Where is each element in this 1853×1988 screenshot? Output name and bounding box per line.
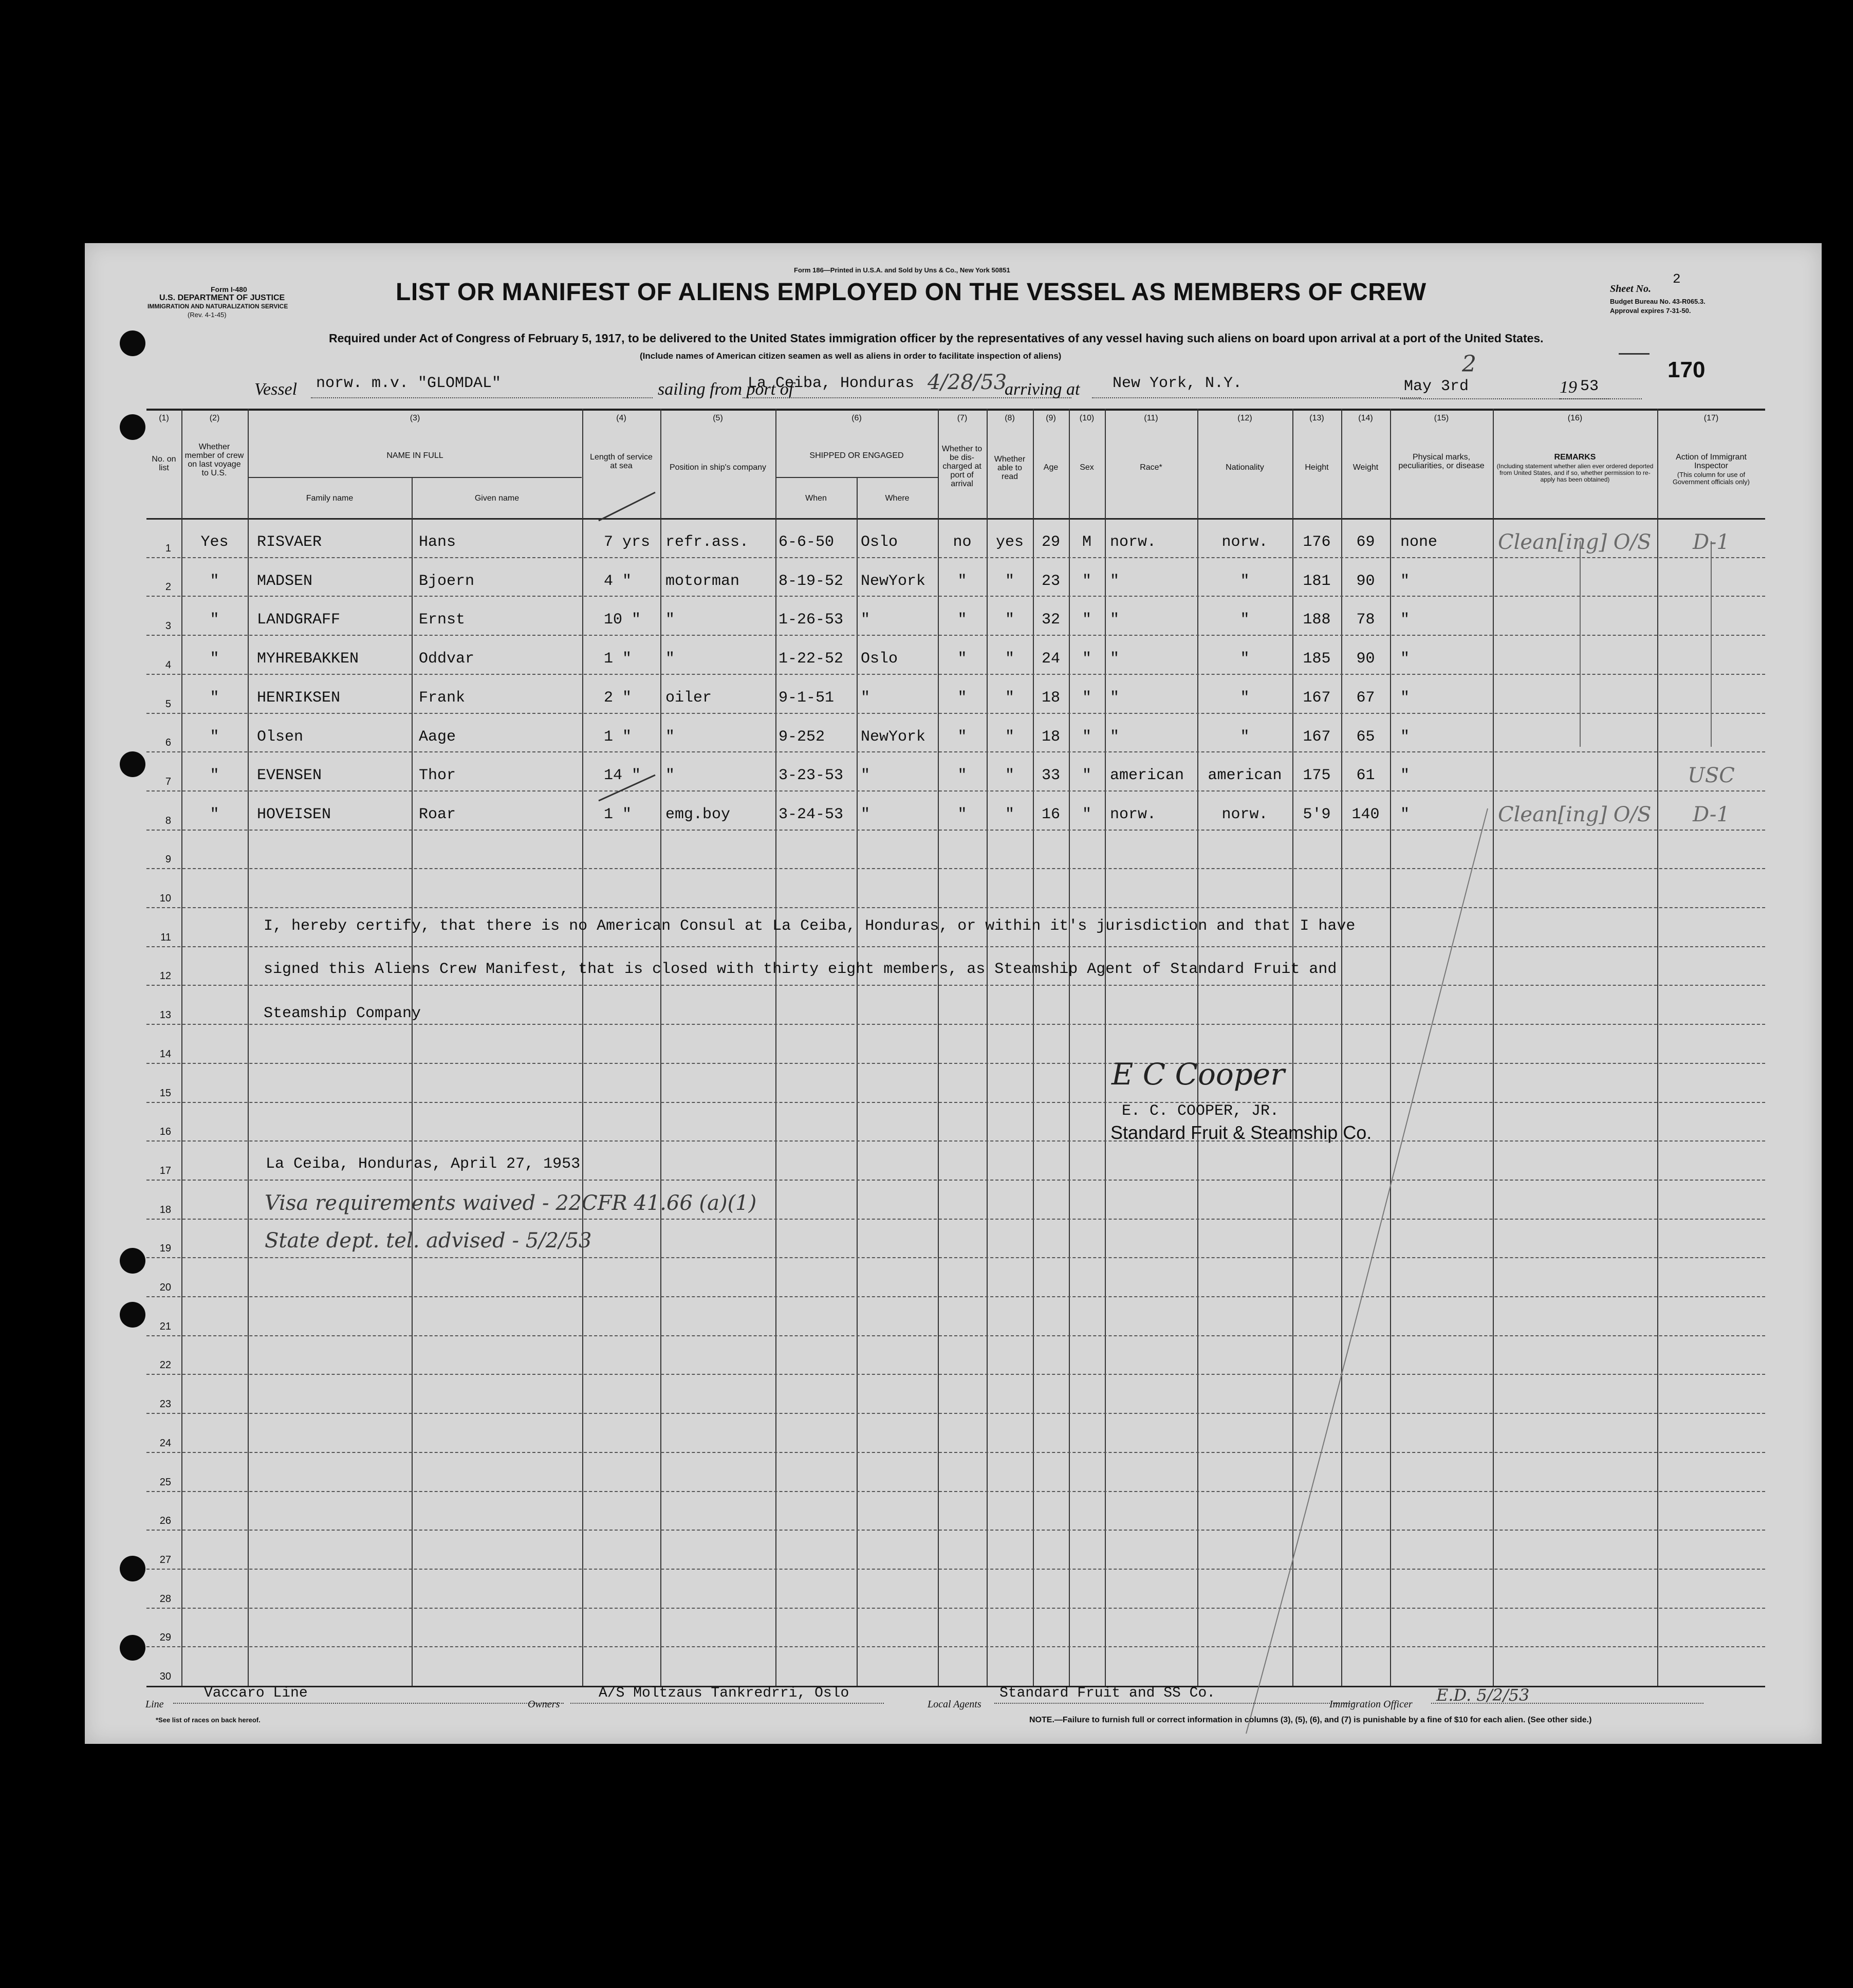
when-cell: 9-1-51 [779, 689, 835, 707]
height-cell: 181 [1303, 572, 1331, 590]
where-cell: " [861, 805, 870, 823]
family-name-cell: LANDGRAFF [257, 611, 341, 629]
row-number: 24 [159, 1437, 171, 1449]
weight-cell: 61 [1356, 767, 1375, 785]
row-number: 4 [165, 659, 171, 671]
age-cell: 32 [1041, 611, 1060, 629]
when-cell: 9-252 [779, 728, 825, 746]
age-cell: 18 [1041, 689, 1060, 707]
race-cell: " [1110, 728, 1120, 746]
read-cell: " [1005, 767, 1014, 785]
col-num: (13) [1309, 414, 1324, 422]
include-note: (Include names of American citizen seamen as well as aliens in order to facilitate inspection of aliens) [640, 351, 1062, 361]
position-cell: oiler [665, 689, 712, 707]
department: U.S. DEPARTMENT OF JUSTICE [159, 293, 285, 302]
header-discharged: Whether to be dis-charged at port of arrival [941, 445, 983, 488]
family-name-cell: HENRIKSEN [257, 689, 341, 707]
length-cell: 4 " [604, 572, 632, 590]
port-date-handwritten: 4/28/53 [928, 371, 1007, 394]
place-and-date: La Ceiba, Honduras, April 27, 1953 [266, 1155, 581, 1173]
sex-cell: " [1082, 728, 1091, 746]
remarks-cell: Clean[ing] O/S [1498, 530, 1652, 554]
when-cell: 3-23-53 [779, 767, 844, 785]
read-cell: yes [995, 533, 1024, 551]
row-number: 30 [159, 1671, 171, 1682]
height-cell: 167 [1303, 728, 1331, 746]
nationality-cell: " [1240, 728, 1250, 746]
header-name-in-full: NAME IN FULL [386, 451, 443, 460]
nationality-cell: norw. [1221, 533, 1268, 551]
col-num: (2) [209, 414, 220, 422]
header-physical-marks: Physical marks, peculiarities, or disease [1398, 453, 1485, 470]
col-num: (12) [1237, 414, 1252, 422]
member-cell: " [210, 611, 219, 629]
family-name-cell: HOVEISEN [257, 805, 331, 823]
position-cell: " [665, 611, 675, 629]
height-cell: 175 [1303, 767, 1331, 785]
physical-cell: " [1400, 805, 1410, 823]
physical-cell: " [1400, 728, 1410, 746]
discharged-cell: " [957, 611, 967, 629]
position-cell: motorman [665, 572, 740, 590]
header-when: When [805, 494, 827, 503]
year: 53 [1580, 378, 1599, 395]
height-cell: 5'9 [1303, 805, 1331, 823]
header-remarks-sub: (Including statement whether alien ever ordered deported from United States, and if so, whether permission to re-apply has been obtained) [1496, 463, 1654, 483]
row-number: 20 [159, 1282, 171, 1293]
action-cell: D-1 [1693, 530, 1730, 554]
where-cell: " [861, 767, 870, 785]
where-cell: " [861, 689, 870, 707]
row-number: 26 [159, 1515, 171, 1527]
row-number: 12 [159, 970, 171, 982]
length-cell: 14 " [604, 767, 641, 785]
header-nationality: Nationality [1226, 463, 1264, 472]
sex-cell: " [1082, 611, 1091, 629]
weight-cell: 140 [1351, 805, 1380, 823]
header-member: Whether member of crew on last voyage to U.S. [184, 443, 244, 477]
officer-underline [1431, 1703, 1703, 1704]
member-cell: " [210, 650, 219, 668]
owners-underline [570, 1703, 884, 1704]
position-cell: " [665, 650, 675, 668]
row-number: 21 [159, 1320, 171, 1332]
owners-value: A/S Moltzaus Tankredrri, Oslo [599, 1685, 849, 1701]
given-name-cell: Aage [419, 728, 456, 746]
penalty-note: NOTE.—Failure to furnish full or correct information in columns (3), (5), (6), and (7) is punishable by a fine of $10 for each alien. (See other side.) [1029, 1716, 1592, 1724]
when-cell: 1-22-52 [779, 650, 844, 668]
races-note: *See list of races on back hereof. [156, 1716, 261, 1724]
height-cell: 176 [1303, 533, 1331, 551]
length-cell: 1 " [604, 805, 632, 823]
header-where: Where [885, 494, 910, 503]
given-name-cell: Ernst [419, 611, 466, 629]
row-number: 10 [159, 893, 171, 904]
officer-label: Immigration Officer [1329, 1699, 1413, 1710]
weight-cell: 67 [1356, 689, 1375, 707]
action-cell: USC [1688, 764, 1735, 788]
given-name-cell: Thor [419, 767, 456, 785]
row-number: 23 [159, 1398, 171, 1410]
agent-name: E. C. COOPER, JR. [1122, 1102, 1280, 1120]
col-num: (10) [1079, 414, 1095, 422]
nationality-cell: " [1240, 689, 1250, 707]
where-cell: " [861, 611, 870, 629]
officer-signature: E.D. 5/2/53 [1436, 1685, 1530, 1705]
col-num: (6) [851, 414, 862, 422]
row-number: 5 [165, 698, 171, 710]
row-number: 15 [159, 1087, 171, 1099]
pencil-marks-layer [85, 243, 1822, 1744]
row-number: 28 [159, 1593, 171, 1605]
header-height: Height [1305, 463, 1329, 472]
sex-cell: " [1082, 572, 1091, 590]
read-cell: " [1005, 650, 1014, 668]
physical-cell: " [1400, 767, 1410, 785]
header-able-to-read: Whether able to read [994, 455, 1026, 481]
when-cell: 3-24-53 [779, 805, 844, 823]
discharged-cell: " [957, 728, 967, 746]
race-cell: " [1110, 611, 1120, 629]
printer-line: Form 186—Printed in U.S.A. and Sold by Uns & Co., New York 50851 [794, 266, 1010, 274]
header-action-sub: (This column for use of Government officials only) [1672, 471, 1750, 486]
header-shipped-engaged: SHIPPED OR ENGAGED [809, 451, 904, 460]
read-cell: " [1005, 728, 1014, 746]
discharged-cell: " [957, 805, 967, 823]
weight-cell: 90 [1356, 572, 1375, 590]
sailing-label: sailing from port of [658, 380, 794, 399]
col-num: (3) [410, 414, 420, 422]
action-cell: D-1 [1693, 802, 1730, 826]
row-number: 6 [165, 737, 171, 749]
position-cell: emg.boy [665, 805, 731, 823]
height-cell: 167 [1303, 689, 1331, 707]
arrival-date: May 3rd [1404, 378, 1469, 395]
check-stroke [599, 775, 655, 801]
age-cell: 16 [1041, 805, 1060, 823]
where-cell: NewYork [861, 728, 926, 746]
port-of-departure: La Ceiba, Honduras [748, 375, 915, 392]
col-num: (15) [1434, 414, 1449, 422]
col-num: (16) [1567, 414, 1583, 422]
agents-label: Local Agents [928, 1699, 981, 1710]
row-number: 29 [159, 1632, 171, 1644]
age-cell: 29 [1041, 533, 1060, 551]
physical-cell: " [1400, 572, 1410, 590]
agent-signature: E C Cooper [1111, 1057, 1285, 1092]
age-cell: 18 [1041, 728, 1060, 746]
length-cell: 10 " [604, 611, 641, 629]
family-name-cell: Olsen [257, 728, 304, 746]
col-num: (14) [1358, 414, 1373, 422]
family-name-cell: MADSEN [257, 572, 313, 590]
row-number: 11 [160, 931, 171, 943]
weight-cell: 65 [1356, 728, 1375, 746]
discharged-cell: " [957, 650, 967, 668]
col-num: (11) [1144, 414, 1158, 422]
length-cell: 1 " [604, 650, 632, 668]
row-number: 7 [165, 776, 171, 787]
nationality-cell: " [1240, 572, 1250, 590]
nationality-cell: " [1240, 650, 1250, 668]
when-cell: 1-26-53 [779, 611, 844, 629]
row-number: 14 [159, 1048, 171, 1060]
header-age: Age [1043, 463, 1059, 472]
discharged-cell: " [957, 767, 967, 785]
read-cell: " [1005, 805, 1014, 823]
age-cell: 23 [1041, 572, 1060, 590]
read-cell: " [1005, 689, 1014, 707]
member-cell: " [210, 572, 219, 590]
row-number: 9 [165, 854, 171, 866]
header-remarks: REMARKS [1554, 453, 1596, 462]
given-name-cell: Frank [419, 689, 466, 707]
stamp-number: 170 [1667, 357, 1706, 382]
approval-expires: Approval expires 7-31-50. [1610, 307, 1691, 315]
handwritten-state-dept: State dept. tel. advised - 5/2/53 [265, 1229, 592, 1253]
col-num: (4) [616, 414, 626, 422]
budget-number: Budget Bureau No. 43-R065.3. [1610, 298, 1706, 305]
row-number: 22 [159, 1359, 171, 1371]
read-cell: " [1005, 572, 1014, 590]
physical-cell: " [1400, 611, 1410, 629]
col-num: (1) [159, 414, 169, 422]
row-number: 8 [165, 815, 171, 826]
owners-label: Owners [528, 1699, 560, 1710]
given-name-cell: Bjoern [419, 572, 475, 590]
header-family-name: Family name [306, 494, 354, 503]
race-cell: " [1110, 572, 1120, 590]
row-number: 13 [159, 1009, 171, 1021]
given-name-cell: Roar [419, 805, 456, 823]
weight-cell: 90 [1356, 650, 1375, 668]
arriving-label: arriving at [1005, 380, 1080, 399]
member-cell: " [210, 805, 219, 823]
agent-company: Standard Fruit & Steamship Co. [1110, 1122, 1372, 1143]
header-no-on-list: No. on list [152, 455, 176, 472]
row-number: 2 [165, 581, 171, 593]
sex-cell: M [1082, 533, 1091, 551]
family-name-cell: EVENSEN [257, 767, 322, 785]
revision: (Rev. 4-1-45) [188, 311, 227, 319]
length-cell: 2 " [604, 689, 632, 707]
physical-cell: none [1400, 533, 1438, 551]
col-num: (7) [957, 414, 968, 422]
row-number: 1 [165, 542, 171, 554]
position-cell: " [665, 728, 675, 746]
line-label: Line [145, 1699, 164, 1710]
header-race: Race* [1140, 463, 1162, 472]
line-underline [173, 1703, 564, 1704]
header-given-name: Given name [474, 494, 520, 503]
family-name-cell: RISVAER [257, 533, 322, 551]
sex-cell: " [1082, 689, 1091, 707]
check-stroke [599, 492, 655, 521]
position-cell: " [665, 767, 675, 785]
given-name-cell: Oddvar [419, 650, 475, 668]
sheet-number: 2 [1673, 271, 1681, 287]
race-cell: " [1110, 650, 1120, 668]
row-number: 3 [165, 620, 171, 632]
sheet-label: Sheet No. [1610, 283, 1651, 294]
length-cell: 1 " [604, 728, 632, 746]
height-cell: 188 [1303, 611, 1331, 629]
row-number: 17 [159, 1165, 171, 1176]
vessel-name: norw. m.v. "GLOMDAL" [316, 375, 502, 392]
nationality-cell: norw. [1221, 805, 1268, 823]
pencil-diagonal-line [1246, 805, 1488, 1734]
member-cell: " [210, 728, 219, 746]
service: IMMIGRATION AND NATURALIZATION SERVICE [147, 303, 288, 310]
form-number: Form I-480 [211, 285, 247, 293]
member-cell: " [210, 689, 219, 707]
height-cell: 185 [1303, 650, 1331, 668]
row-number: 19 [159, 1243, 171, 1255]
where-cell: Oslo [861, 650, 898, 668]
agents-underline [994, 1703, 1354, 1704]
weight-cell: 69 [1356, 533, 1375, 551]
when-cell: 6-6-50 [779, 533, 835, 551]
sex-cell: " [1082, 805, 1091, 823]
header-sex: Sex [1080, 463, 1094, 472]
vessel-label: Vessel [254, 380, 298, 399]
race-cell: " [1110, 689, 1120, 707]
row-number: 18 [159, 1204, 171, 1216]
family-name-cell: MYHREBAKKEN [257, 650, 359, 668]
row-number: 16 [159, 1126, 171, 1138]
nationality-cell: american [1208, 767, 1282, 785]
weight-cell: 78 [1356, 611, 1375, 629]
member-cell: " [210, 767, 219, 785]
handwritten-visa-waiver: Visa requirements waived - 22CFR 41.66 (a)(1) [265, 1191, 757, 1215]
arrival-port: New York, N.Y. [1113, 375, 1243, 392]
col-num: (5) [713, 414, 723, 422]
row-number: 27 [159, 1554, 171, 1566]
when-cell: 8-19-52 [779, 572, 844, 590]
physical-cell: " [1400, 689, 1410, 707]
certification-line-1: I, hereby certify, that there is no American Consul at La Ceiba, Honduras, or within it's jurisdiction and that I have [264, 917, 1356, 935]
year-prefix: 19 [1560, 378, 1577, 397]
requirement-text: Required under Act of Congress of February 5, 1917, to be delivered to the United States immigration officer by the representatives of any vessel having such aliens on board upon arrival at a port of the United States. [329, 332, 1544, 345]
col-num: (9) [1046, 414, 1056, 422]
where-cell: NewYork [861, 572, 926, 590]
header-weight: Weight [1352, 463, 1379, 472]
where-cell: Oslo [861, 533, 898, 551]
remarks-cell: Clean[ing] O/S [1498, 802, 1652, 826]
sex-cell: " [1082, 767, 1091, 785]
race-cell: norw. [1110, 533, 1157, 551]
position-cell: refr.ass. [665, 533, 749, 551]
given-name-cell: Hans [419, 533, 456, 551]
form-title: LIST OR MANIFEST OF ALIENS EMPLOYED ON THE VESSEL AS MEMBERS OF CREW [396, 279, 1426, 306]
certification-line-2: signed this Aliens Crew Manifest, that is closed with thirty eight members, as Steamship Agent of Standard Fruit and [264, 961, 1337, 978]
sex-cell: " [1082, 650, 1091, 668]
certification-line-3: Steamship Company [264, 1005, 421, 1022]
nationality-cell: " [1240, 611, 1250, 629]
race-cell: norw. [1110, 805, 1157, 823]
member-cell: Yes [200, 533, 229, 551]
row-number: 25 [159, 1476, 171, 1488]
col-num: (17) [1703, 414, 1719, 422]
age-cell: 33 [1041, 767, 1060, 785]
discharged-cell: " [957, 572, 967, 590]
arrival-date-handwritten: 2 [1462, 351, 1476, 377]
read-cell: " [1005, 611, 1014, 629]
discharged-cell: no [953, 533, 972, 551]
header-length-service: Length of service at sea [590, 453, 653, 470]
agents-value: Standard Fruit and SS Co. [999, 1685, 1216, 1701]
line-value: Vaccaro Line [204, 1685, 308, 1701]
col-num: (8) [1005, 414, 1015, 422]
race-cell: american [1110, 767, 1184, 785]
length-cell: 7 yrs [604, 533, 651, 551]
age-cell: 24 [1041, 650, 1060, 668]
discharged-cell: " [957, 689, 967, 707]
manifest-paper [85, 243, 1822, 1744]
header-action: Action of Immigrant Inspector [1676, 453, 1747, 470]
header-position: Position in ship's company [669, 463, 767, 472]
physical-cell: " [1400, 650, 1410, 668]
